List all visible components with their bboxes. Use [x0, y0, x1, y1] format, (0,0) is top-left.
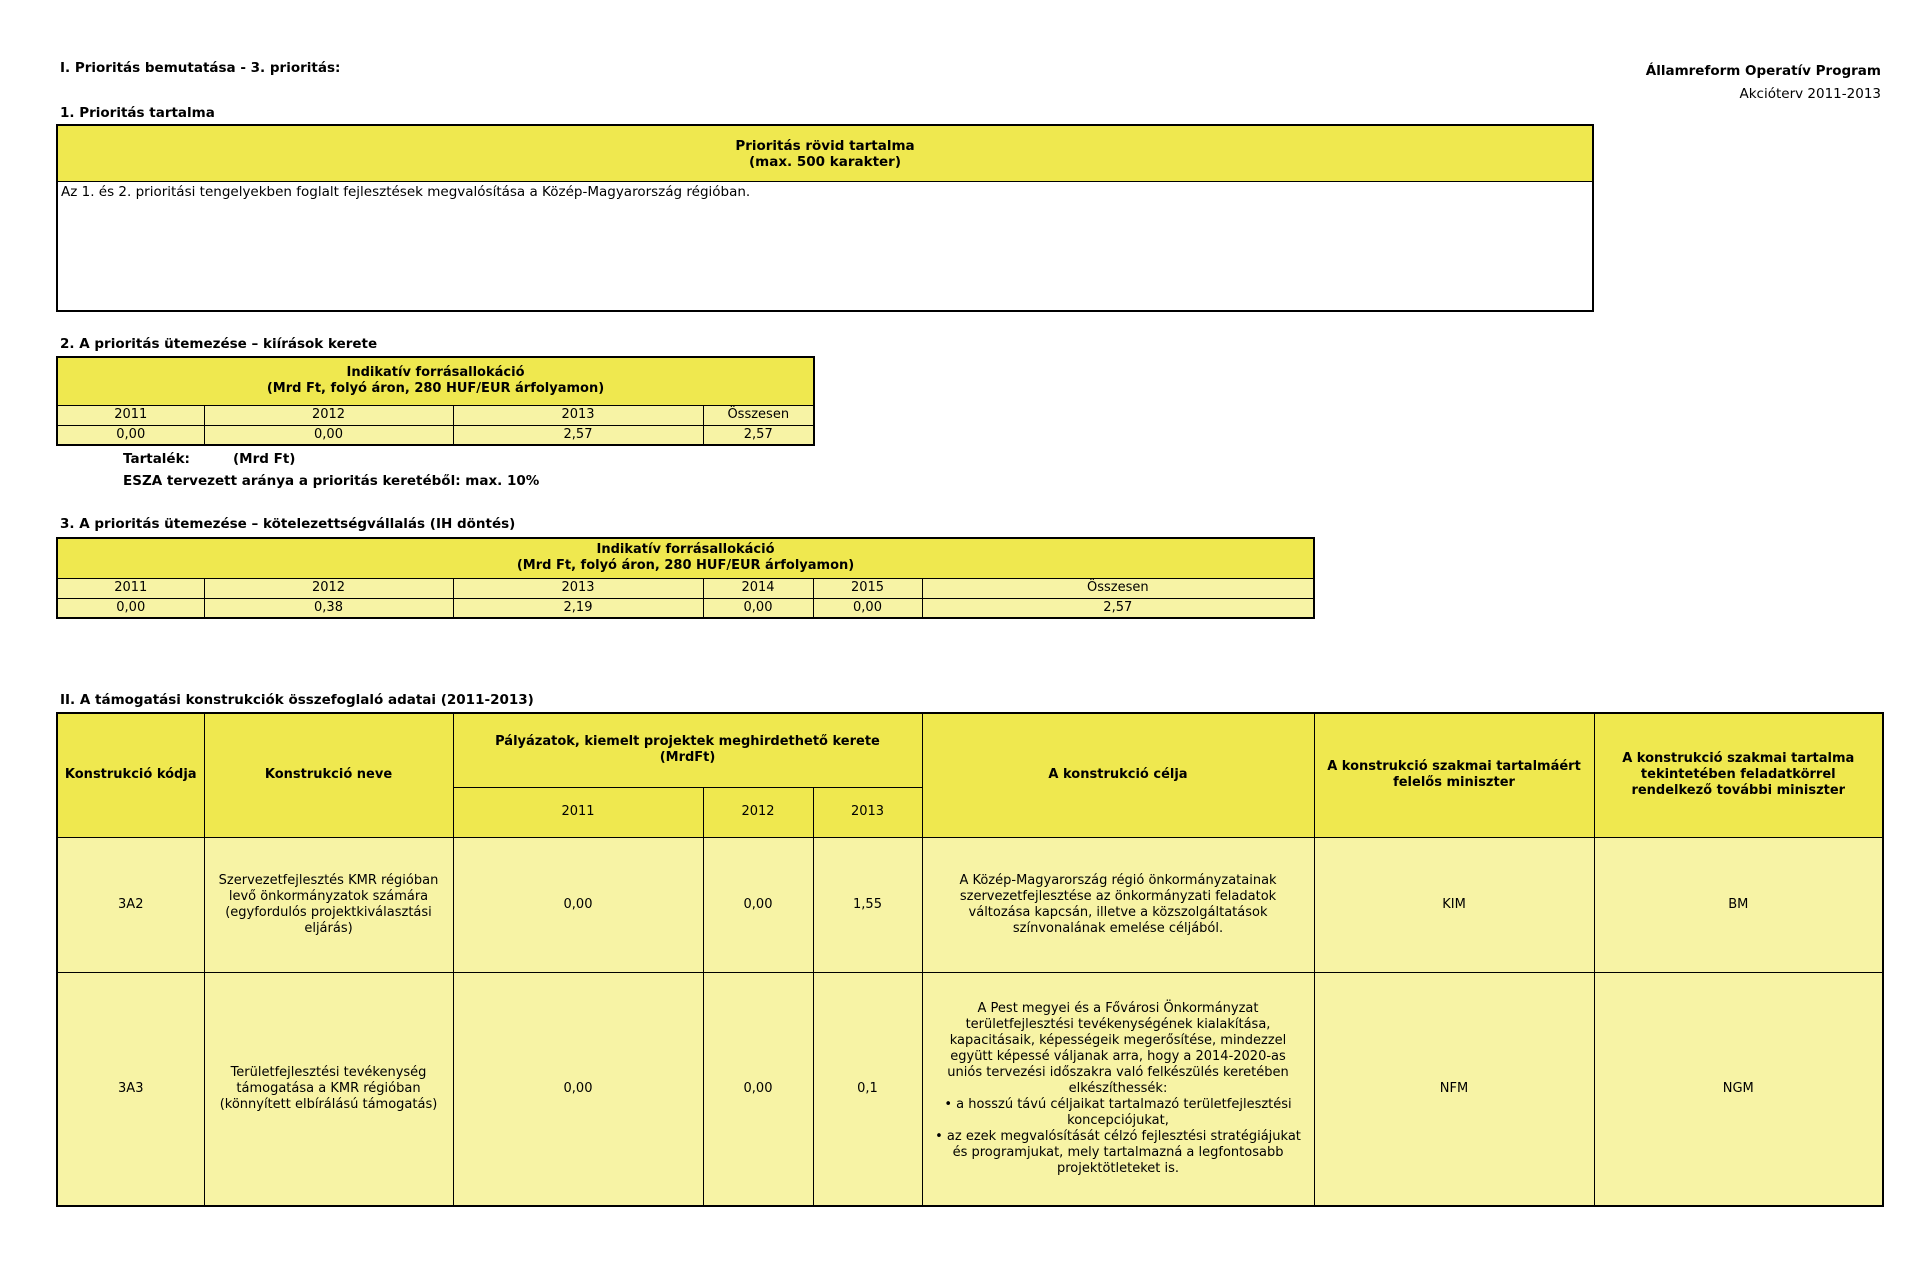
row-name-line: eljárás): [304, 920, 353, 936]
row-goal-line: projektötleteket is.: [1056, 1160, 1180, 1176]
section3-title: 3. A prioritás ütemezése – kötelezettségvállalás (IH döntés): [60, 516, 516, 532]
row-goal-line: elkészíthessék:: [1068, 1080, 1168, 1096]
value-total: 2,57: [703, 425, 814, 445]
row-other-minister: NGM: [1594, 972, 1883, 1206]
row-name-line: Területfejlesztési tevékenység: [230, 1064, 427, 1080]
row-value-2012: 0,00: [703, 837, 813, 972]
row-name-line: levő önkormányzatok számára: [228, 888, 429, 904]
sectionII-title: II. A támogatási konstrukciók összefoglaló adatai (2011-2013): [60, 692, 534, 708]
col-header-2011: 2011: [57, 405, 204, 425]
priority-content-text: Az 1. és 2. prioritási tengelyekben foglalt fejlesztések megvalósítása a Közép-Magyarország régióban.: [61, 184, 751, 200]
row-goal-line: területfejlesztési tevékenységének kialakítása,: [965, 1016, 1271, 1032]
row-goal: [922, 972, 1314, 1206]
row-goal-line: • a hosszú távú céljaikat tartalmazó területfejlesztési: [944, 1096, 1292, 1112]
allocation-header: [57, 357, 814, 405]
row-name: [204, 837, 453, 972]
row-minister: NFM: [1314, 972, 1594, 1206]
row-goal-line: változása kapcsán, illetve a közszolgáltatások: [968, 904, 1268, 920]
priority-content-header: [58, 126, 1592, 182]
row-other-minister: BM: [1594, 837, 1883, 972]
value-2013: 2,19: [453, 598, 703, 618]
col-header-2013: 2013: [453, 578, 703, 598]
allocation-table-commitments: [56, 537, 1315, 619]
priority-content-box: [56, 124, 1594, 312]
row-goal: [922, 837, 1314, 972]
value-2011: 0,00: [57, 598, 204, 618]
reserve-unit: (Mrd Ft): [233, 451, 296, 467]
header-year-2011: 2011: [453, 787, 703, 837]
value-2012: 0,00: [204, 425, 453, 445]
value-2011: 0,00: [57, 425, 204, 445]
col-header-2015: 2015: [813, 578, 922, 598]
col-header-2012: 2012: [204, 405, 453, 425]
commitment-header-title: Indikatív forrásallokáció: [596, 542, 775, 558]
header-other-line3: rendelkező további miniszter: [1631, 783, 1846, 799]
row-value-2013: 0,1: [813, 972, 922, 1206]
row-value-2011: 0,00: [453, 972, 703, 1206]
row-goal-line: szervezetfejlesztése az önkormányzati feladatok: [959, 888, 1277, 904]
header-code: Konstrukció kódja: [57, 713, 204, 837]
row-value-2013: 1,55: [813, 837, 922, 972]
col-header-2011: 2011: [57, 578, 204, 598]
construction-table: [56, 712, 1884, 1207]
header-budget-title: Pályázatok, kiemelt projektek meghirdethető kerete: [495, 734, 880, 750]
col-header-total: Összesen: [922, 578, 1314, 598]
row-goal-line: A Pest megyei és a Fővárosi Önkormányzat: [977, 1000, 1259, 1016]
commitment-header-unit: (Mrd Ft, folyó áron, 280 HUF/EUR árfolyamon): [516, 558, 855, 574]
header-minister-line1: A konstrukció szakmai tartalmáért: [1327, 759, 1581, 775]
value-total: 2,57: [922, 598, 1314, 618]
row-value-2012: 0,00: [703, 972, 813, 1206]
row-name-line: (egyfordulós projektkiválasztási: [225, 904, 432, 920]
header-budget: [453, 713, 922, 787]
row-code: 3A2: [57, 837, 204, 972]
allocation-header-unit: (Mrd Ft, folyó áron, 280 HUF/EUR árfolyamon): [266, 381, 605, 397]
header-minister: [1314, 713, 1594, 837]
allocation-header-title: Indikatív forrásallokáció: [346, 365, 525, 381]
row-code: 3A3: [57, 972, 204, 1206]
row-name: [204, 972, 453, 1206]
priority-content-header-limit: (max. 500 karakter): [748, 153, 902, 170]
header-other-line2: tekintetében feladatkörrel: [1640, 767, 1836, 783]
row-name-line: (könnyített elbírálású támogatás): [219, 1096, 438, 1112]
row-goal-line: kapacitásaik, képességeik megerősítése, mindezzel: [949, 1032, 1287, 1048]
value-2013: 2,57: [453, 425, 703, 445]
col-header-2014: 2014: [703, 578, 813, 598]
row-name-line: támogatása a KMR régióban: [236, 1080, 421, 1096]
row-goal-line: színvonalának emelése céljából.: [1012, 920, 1224, 936]
value-2014: 0,00: [703, 598, 813, 618]
header-year-2013: 2013: [813, 787, 922, 837]
commitment-header: [57, 538, 1314, 578]
row-goal-line: és programjukat, mely tartalmazná a legfontosabb: [952, 1144, 1284, 1160]
section2-title: 2. A prioritás ütemezése – kiírások kerete: [60, 336, 378, 352]
header-goal: A konstrukció célja: [922, 713, 1314, 837]
header-other-line1: A konstrukció szakmai tartalma: [1622, 751, 1855, 767]
section1-title: 1. Prioritás tartalma: [60, 105, 215, 121]
row-value-2011: 0,00: [453, 837, 703, 972]
esza-note: ESZA tervezett aránya a prioritás keretéből: max. 10%: [123, 473, 540, 489]
row-name-line: Szervezetfejlesztés KMR régióban: [218, 872, 439, 888]
section-title: I. Prioritás bemutatása - 3. prioritás:: [60, 60, 341, 76]
value-2012: 0,38: [204, 598, 453, 618]
header-year-2012: 2012: [703, 787, 813, 837]
header-budget-unit: (MrdFt): [659, 750, 716, 766]
header-other-minister: [1594, 713, 1883, 837]
row-goal-line: koncepciójukat,: [1067, 1112, 1169, 1128]
col-header-total: Összesen: [703, 405, 814, 425]
reserve-label: Tartalék:: [123, 451, 190, 467]
allocation-table-calls: [56, 356, 815, 446]
col-header-2013: 2013: [453, 405, 703, 425]
header-name: Konstrukció neve: [204, 713, 453, 837]
program-name: Államreform Operatív Program: [1645, 63, 1881, 79]
table-row: [57, 837, 1883, 972]
row-goal-line: • az ezek megvalósítását célzó fejlesztési stratégiájukat: [935, 1128, 1301, 1144]
col-header-2012: 2012: [204, 578, 453, 598]
row-goal-line: uniós tervezési időszakra való felkészülés keretében: [947, 1064, 1289, 1080]
row-goal-line: A Közép-Magyarország régió önkormányzatainak: [959, 872, 1277, 888]
header-minister-line2: felelős miniszter: [1393, 775, 1515, 791]
table-row: [57, 972, 1883, 1206]
plan-period: Akcióterv 2011-2013: [1739, 86, 1881, 102]
row-goal-line: együtt képessé váljanak arra, hogy a 2014-2020-as: [950, 1048, 1286, 1064]
value-2015: 0,00: [813, 598, 922, 618]
priority-content-header-title: Prioritás rövid tartalma: [735, 137, 915, 154]
row-minister: KIM: [1314, 837, 1594, 972]
